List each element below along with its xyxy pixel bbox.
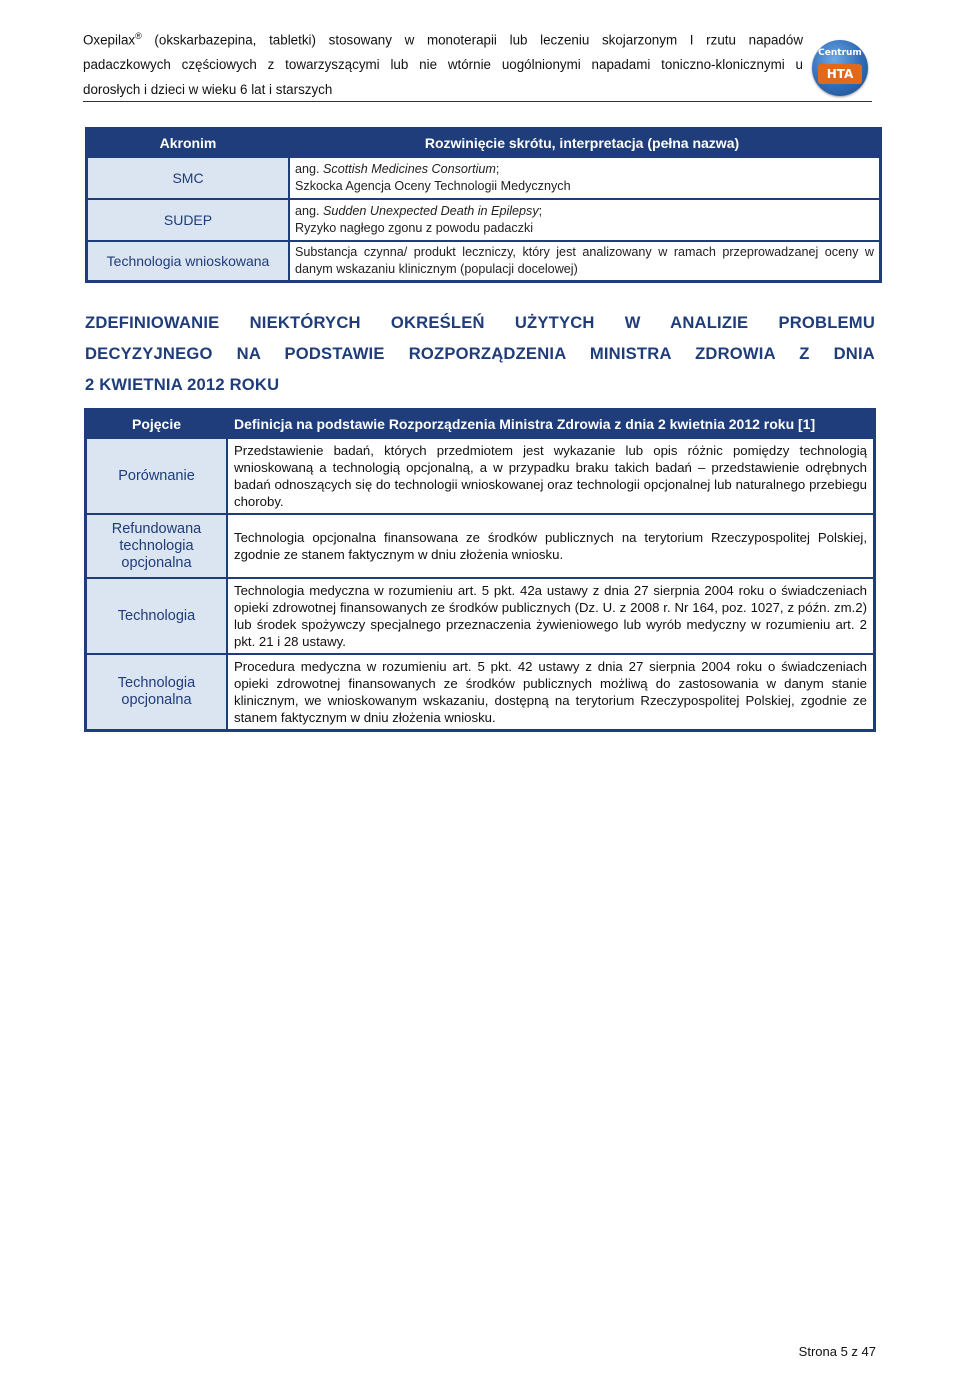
definition-text: Przedstawienie badań, których przedmiotem jest wykazanie lub opis różnic pomiędzy technologią wnioskowaną a technologią opcjonalną, a w przypadku braku takich badań – przedstawienie odrębnych badań odnoszących się do technologii wnioskowanej oraz technologii opcjonalnej lub naturalnego przebiegu choroby. (227, 438, 874, 514)
page-number: Strona 5 z 47 (798, 1344, 876, 1359)
header-line-1-rest: (okskarbazepina, tabletki) stosowany w monoterapii lub leczeniu skojarzonym I rzutu napadów (141, 32, 803, 48)
acronym-expansion: Substancja czynna/ produkt leczniczy, który jest analizowany w ramach przeprowadzanej oceny w danym wskazaniu klinicznym (populacji docelowej) (289, 241, 880, 281)
acronym-expansion (289, 157, 880, 199)
definition-text: Procedura medyczna w rozumieniu art. 5 pkt. 42 ustawy z dnia 27 sierpnia 2004 roku o świadczeniach opieki zdrowotnej finansowanych ze środków publicznych możliwą do zastosowania w danym stanie klinicznym, we wnioskowanym wskazaniu, dostępną na terytorium Rzeczypospolitej Polskiej, zgodnie ze stanem faktycznym w dniu złożenia wniosku. (227, 654, 874, 730)
centrum-hta-logo (812, 40, 868, 96)
section-heading-line-1: ZDEFINIOWANIE NIEKTÓRYCH OKREŚLEŃ UŻYTYCH W ANALIZIE PROBLEMU (85, 313, 875, 332)
definitions-table (84, 408, 876, 732)
table-row (87, 241, 880, 281)
acronym-table (85, 127, 882, 283)
table-row (86, 438, 874, 514)
table-row (86, 654, 874, 730)
definition-text: Technologia medyczna w rozumieniu art. 5 pkt. 42a ustawy z dnia 27 sierpnia 2004 roku o świadczeniach opieki zdrowotnej finansowanych ze środków publicznych (Dz. U. z 2008 r. Nr 164, poz. 1027, z późn. zm.2) lub środek spożywczy specjalnego przeznaczenia żywieniowego lub wyrób medyczny w rozumieniu art. 2 pkt. 21 i 28 ustawy. (227, 578, 874, 654)
definition-col-header: Definicja na podstawie Rozporządzenia Ministra Zdrowia z dnia 2 kwietnia 2012 roku [1] (227, 410, 874, 438)
term-col-header: Pojęcie (86, 410, 227, 438)
registered-mark: ® (135, 31, 142, 41)
acronym-table-header (87, 129, 880, 157)
definition-term: Technologia (86, 578, 227, 654)
acronym-term: Technologia wnioskowana (87, 241, 289, 281)
section-heading-line-3: 2 KWIETNIA 2012 ROKU (85, 375, 280, 394)
table-row (87, 199, 880, 241)
polish-name: Szkocka Agencja Oceny Technologii Medycznych (295, 179, 571, 193)
section-heading (85, 307, 875, 400)
definitions-table-header (86, 410, 874, 438)
original-name: Scottish Medicines Consortium (323, 162, 496, 176)
header-product: Oxepilax (83, 32, 136, 48)
definition-term: Technologia opcjonalna (86, 654, 227, 730)
separator: ; (495, 162, 500, 176)
separator: ; (538, 204, 543, 218)
lang-prefix: ang. (295, 162, 324, 176)
lang-prefix: ang. (295, 204, 324, 218)
header-line-3: dorosłych i dzieci w wieku 6 lat i starszych (83, 82, 333, 98)
definition-term: Porównanie (86, 438, 227, 514)
acronym-term: SMC (87, 157, 289, 199)
header-divider (83, 101, 872, 102)
table-row (86, 514, 874, 578)
table-row (87, 157, 880, 199)
header-line-2: padaczkowych częściowych z towarzyszącymi lub nie wtórnie uogólnionymi napadami toniczno-klonicznymi u (83, 57, 803, 73)
definition-text: Technologia opcjonalna finansowana ze środków publicznych na terytorium Rzeczypospolitej Polskiej, zgodnie ze stanem faktycznym w dniu złożenia wniosku. (227, 514, 874, 578)
running-header (83, 24, 803, 102)
acronym-col-header: Akronim (87, 129, 289, 157)
polish-name: Ryzyko nagłego zgonu z powodu padaczki (295, 221, 534, 235)
acronym-term: SUDEP (87, 199, 289, 241)
section-heading-line-2: DECYZYJNEGO NA PODSTAWIE ROZPORZĄDZENIA MINISTRA ZDROWIA Z DNIA (85, 344, 875, 363)
original-name: Sudden Unexpected Death in Epilepsy (323, 204, 539, 218)
expansion-col-header: Rozwinięcie skrótu, interpretacja (pełna nazwa) (289, 129, 880, 157)
logo-bottom-text: HTA (818, 64, 862, 84)
header-line-1 (83, 24, 803, 52)
acronym-expansion (289, 199, 880, 241)
logo-top-text: Centrum (818, 48, 862, 58)
definition-term: Refundowana technologia opcjonalna (86, 514, 227, 578)
table-row (86, 578, 874, 654)
